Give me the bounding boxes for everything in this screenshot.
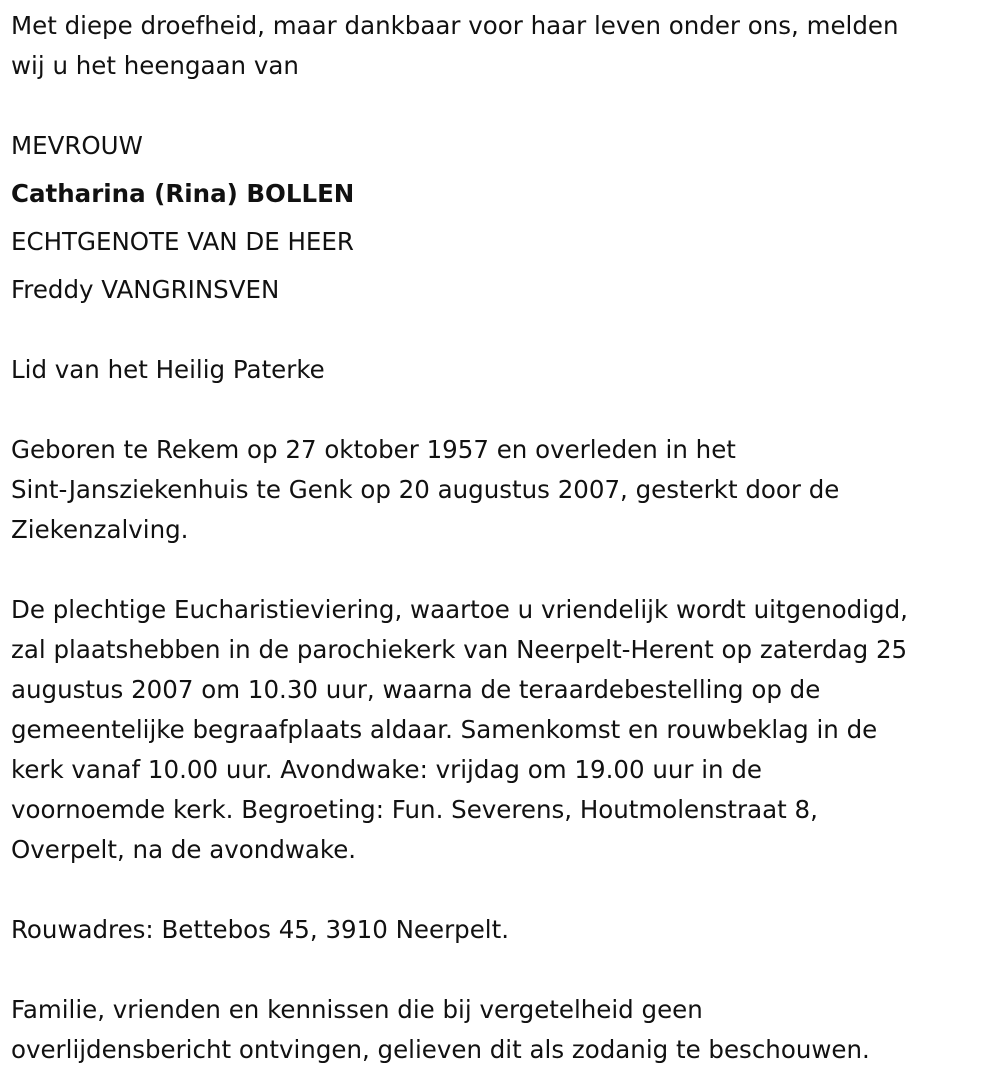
mourning-address: Rouwadres: Bettebos 45, 3910 Neerpelt. [11, 915, 509, 944]
closing-line-1: Familie, vrienden en kennissen die bij vergetelheid geen [11, 995, 703, 1024]
service-line-7: Overpelt, na de avondwake. [11, 835, 357, 864]
deceased-name: Catharina (Rina) BOLLEN [11, 179, 355, 208]
birth-death-line-2: Sint-Jansziekenhuis te Genk op 20 augustus 2007, gesterkt door de [11, 475, 840, 504]
service-line-3: augustus 2007 om 10.30 uur, waarna de teraardebestelling op de [11, 675, 821, 704]
service-line-6: voornoemde kerk. Begroeting: Fun. Severens, Houtmolenstraat 8, [11, 795, 818, 824]
deceased-relation: ECHTGENOTE VAN DE HEER [11, 227, 354, 256]
spouse-name: Freddy VANGRINSVEN [11, 275, 280, 304]
service-line-4: gemeentelijke begraafplaats aldaar. Samenkomst en rouwbeklag in de [11, 715, 878, 744]
intro-line-1: Met diepe droefheid, maar dankbaar voor haar leven onder ons, melden [11, 11, 899, 40]
intro-line-2: wij u het heengaan van [11, 51, 299, 80]
service-line-2: zal plaatshebben in de parochiekerk van Neerpelt-Herent op zaterdag 25 [11, 635, 908, 664]
service-line-5: kerk vanaf 10.00 uur. Avondwake: vrijdag om 19.00 uur in de [11, 755, 762, 784]
deceased-title: MEVROUW [11, 131, 143, 160]
birth-death-line-1: Geboren te Rekem op 27 oktober 1957 en overleden in het [11, 435, 736, 464]
membership-text: Lid van het Heilig Paterke [11, 355, 325, 384]
service-line-1: De plechtige Eucharistieviering, waartoe u vriendelijk wordt uitgenodigd, [11, 595, 908, 624]
closing-line-2: overlijdensbericht ontvingen, gelieven dit als zodanig te beschouwen. [11, 1035, 870, 1064]
birth-death-line-3: Ziekenzalving. [11, 515, 189, 544]
